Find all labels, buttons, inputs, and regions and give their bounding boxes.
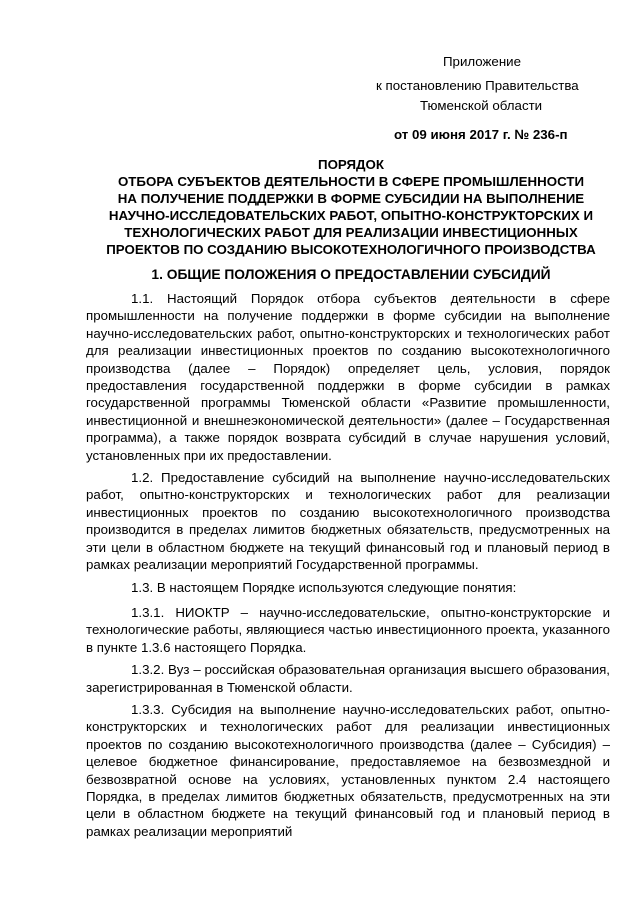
paragraph-1-3-3: 1.3.3. Субсидия на выполнение научно-исследовательских работ, опытно-конструкторских и технологических работ для реализации инвестиционных проектов по созданию высокотехнологичного производства (далее – Субсидия) – целевое бюджетное финансирование, предоставляемое на безвозмездной и безвозвратной основе на условиях, установленных пунктом 2.4 настоящего Порядка, в пределах лимитов бюджетных обязательств, предусмотренных на эти цели в областном бюджете на текущий финансовый год и плановый период в рамках реализации мероприятий [86, 701, 610, 839]
resolution-reference: к постановлению Правительства [376, 78, 579, 93]
paragraph-1-2: 1.2. Предоставление субсидий на выполнение научно-исследовательских работ, опытно-конструкторских и технологических работ для реализации инвестиционных проектов по созданию высокотехнологичного производства производится в пределах лимитов бюджетных обязательств, предусмотренных на эти цели в областном бюджете на текущий финансовый год и плановый период в рамках реализации мероприятий Государственной программы. [86, 470, 610, 573]
region-name: Тюменской области [420, 98, 543, 113]
paragraph-1-1: 1.1. Настоящий Порядок отбора субъектов деятельности в сфере промышленности на получение поддержки в форме субсидии на выполнение научно-исследовательских работ, опытно-конструкторских и технологических работ для реализации инвестиционных проектов по созданию высокотехнологичного производства (далее – Порядок) определяет цель, условия, порядок предоставления государственной поддержки в форме субсидии в рамках государственной программы Тюменской области «Развитие промышленности, инвестиционной и внешнеэкономической деятельности» (далее – Государственная программа), а также порядок возврата субсидий в случае нарушения условий, установленных при их предоставлении. [86, 291, 610, 463]
section-1-body [86, 290, 610, 845]
paragraph-1-3-1: 1.3.1. НИОКТР – научно-исследовательские, опытно-конструкторские и технологические работы, являющиеся частью инвестиционного проекта, указанного в пункте 1.3.6 настоящего Порядка. [86, 604, 610, 655]
appendix-label: Приложение [443, 54, 521, 69]
section-1-heading: 1. ОБЩИЕ ПОЛОЖЕНИЯ О ПРЕДОСТАВЛЕНИИ СУБСИДИЙ [151, 267, 551, 282]
resolution-date-number: от 09 июня 2017 г. № 236-п [394, 127, 568, 142]
document-title: ПОРЯДОК ОТБОРА СУБЪЕКТОВ ДЕЯТЕЛЬНОСТИ В СФЕРЕ ПРОМЫШЛЕННОСТИ НА ПОЛУЧЕНИЕ ПОДДЕРЖКИ В ФОРМЕ СУБСИДИИ НА ВЫПОЛНЕНИЕ НАУЧНО-ИССЛЕДОВАТЕЛЬСКИХ РАБОТ, ОПЫТНО-КОНСТРУКТОРСКИХ И ТЕХНОЛОГИЧЕСКИХ РАБОТ ДЛЯ РЕАЛИЗАЦИИ ИНВЕСТИЦИОННЫХ ПРОЕКТОВ ПО СОЗДАНИЮ ВЫСОКОТЕХНОЛОГИЧНОГО ПРОИЗВОДСТВА [106, 157, 596, 257]
paragraph-1-3-2: 1.3.2. Вуз – российская образовательная организация высшего образования, зарегистрированная в Тюменской области. [86, 662, 610, 695]
approval-header [368, 52, 608, 145]
paragraph-1-3: 1.3. В настоящем Порядке используются следующие понятия: [131, 579, 517, 595]
